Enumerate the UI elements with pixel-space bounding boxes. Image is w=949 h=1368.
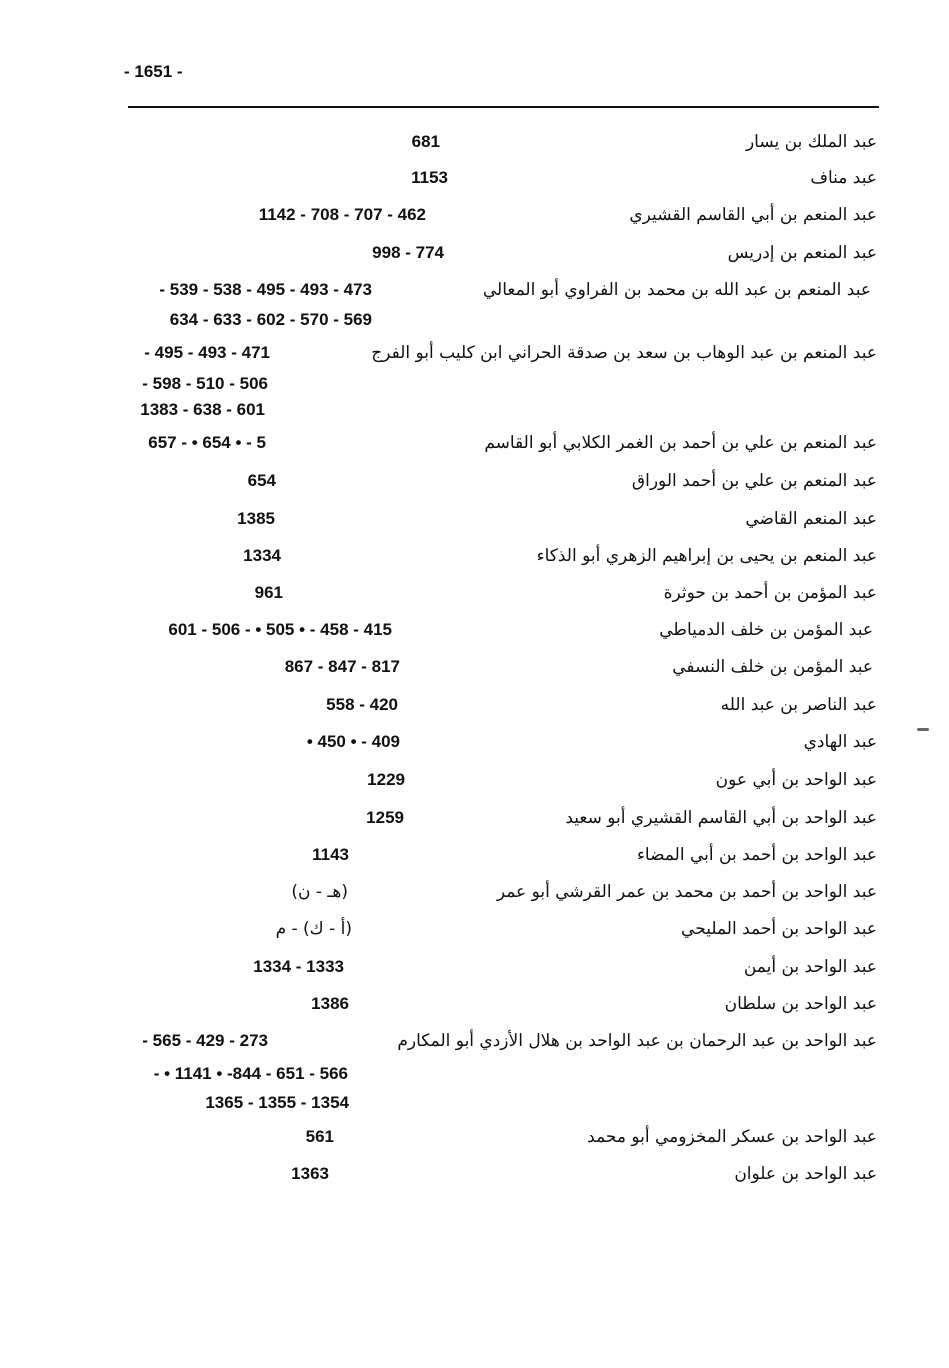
entry-name: عبد الواحد بن أيمن [743,957,877,977]
entry-refs: 867 - 847 - 817 [284,657,400,676]
entry-name: عبد المؤمن بن أحمد بن حوثرة [663,583,877,603]
entry-refs: - 598 - 510 - 506 [142,374,268,393]
entry-name: عبد المنعم بن عبد الوهاب بن سعد بن صدقة الحراني ابن كليب أبو الفرج [371,343,877,363]
entry-name: عبد المنعم بن علي بن أحمد بن الغمر الكلابي أبو القاسم [484,433,877,453]
entry-name: عبد الواحد بن أحمد بن محمد بن عمر القرشي أبو عمر [496,882,877,902]
entry-name: عبد الواحد بن أحمد المليحي [681,919,877,939]
page-number: - 1651 - [124,62,183,81]
entry-refs: 961 [254,583,283,602]
entry-refs: 1259 [366,808,404,827]
header-rule [128,106,879,108]
entry-refs: • 450 • - 409 [306,732,400,751]
entry-refs: (أ - ك) - م [275,919,352,939]
entry-name: عبد الواحد بن سلطان [724,994,877,1014]
entry-refs: 601 - 506 - • 505 • - 458 - 415 [168,620,392,639]
entry-refs: 1385 [237,509,275,528]
entry-refs: 1383 - 638 - 601 [140,400,265,419]
entry-name: عبد المؤمن بن خلف النسفي [672,657,873,677]
entry-name: عبد الهادي [803,732,877,752]
entry-name: عبد الواحد بن أحمد بن أبي المضاء [636,845,877,865]
entry-refs: - 565 - 429 - 273 [142,1031,268,1050]
entry-refs: 558 - 420 [326,695,398,714]
entry-name: عبد المؤمن بن خلف الدمياطي [659,620,873,640]
entry-name: عبد الواحد بن أبي عون [715,770,877,790]
entry-name: عبد مناف [810,168,877,188]
entry-name: عبد المنعم بن عبد الله بن محمد بن الفراوي أبو المعالي [482,280,871,300]
entry-refs: 654 [247,471,276,490]
entry-refs: - 539 - 538 - 495 - 493 - 473 [159,280,372,299]
entry-refs: 998 - 774 [372,243,444,262]
entry-refs: (هـ - ن) [291,882,348,902]
entry-refs: 657 - • 654 • - 5 [148,433,266,452]
entry-refs: 634 - 633 - 602 - 570 - 569 [169,310,372,329]
entry-refs: 1334 [243,546,281,565]
entry-refs: 681 [411,132,440,151]
entry-refs: 1365 - 1355 - 1354 [205,1093,349,1112]
entry-refs: 561 [305,1127,334,1146]
entry-name: عبد الواحد بن أبي القاسم القشيري أبو سعيد [565,808,877,828]
entry-refs: 1142 - 708 - 707 - 462 [258,205,426,224]
entry-name: عبد الناصر بن عبد الله [720,695,877,715]
entry-refs: - • 1141 • -844 - 651 - 566 [153,1064,348,1083]
entry-refs: 1334 - 1333 [253,957,344,976]
entry-name: عبد المنعم بن أبي القاسم القشيري [629,205,877,225]
entry-name: عبد المنعم بن إدريس [727,243,877,263]
entry-name: عبد المنعم بن علي بن أحمد الوراق [631,471,877,491]
entry-refs: - 495 - 493 - 471 [144,343,270,362]
entry-name: عبد الواحد بن عبد الرحمان بن عبد الواحد بن هلال الأزدي أبو المكارم [397,1031,877,1051]
entry-refs: 1143 [312,845,349,864]
entry-name: عبد الملك بن يسار [745,132,877,152]
margin-mark [917,728,929,731]
entry-name: عبد الواحد بن علوان [734,1164,877,1184]
entry-refs: 1363 [291,1164,329,1183]
entry-name: عبد الواحد بن عسكر المخزومي أبو محمد [587,1127,877,1147]
entry-name: عبد المنعم القاضي [745,509,877,529]
entry-refs: 1229 [367,770,405,789]
entry-refs: 1153 [411,168,448,187]
entry-refs: 1386 [311,994,349,1013]
entry-name: عبد المنعم بن يحيى بن إبراهيم الزهري أبو الذكاء [536,546,877,566]
